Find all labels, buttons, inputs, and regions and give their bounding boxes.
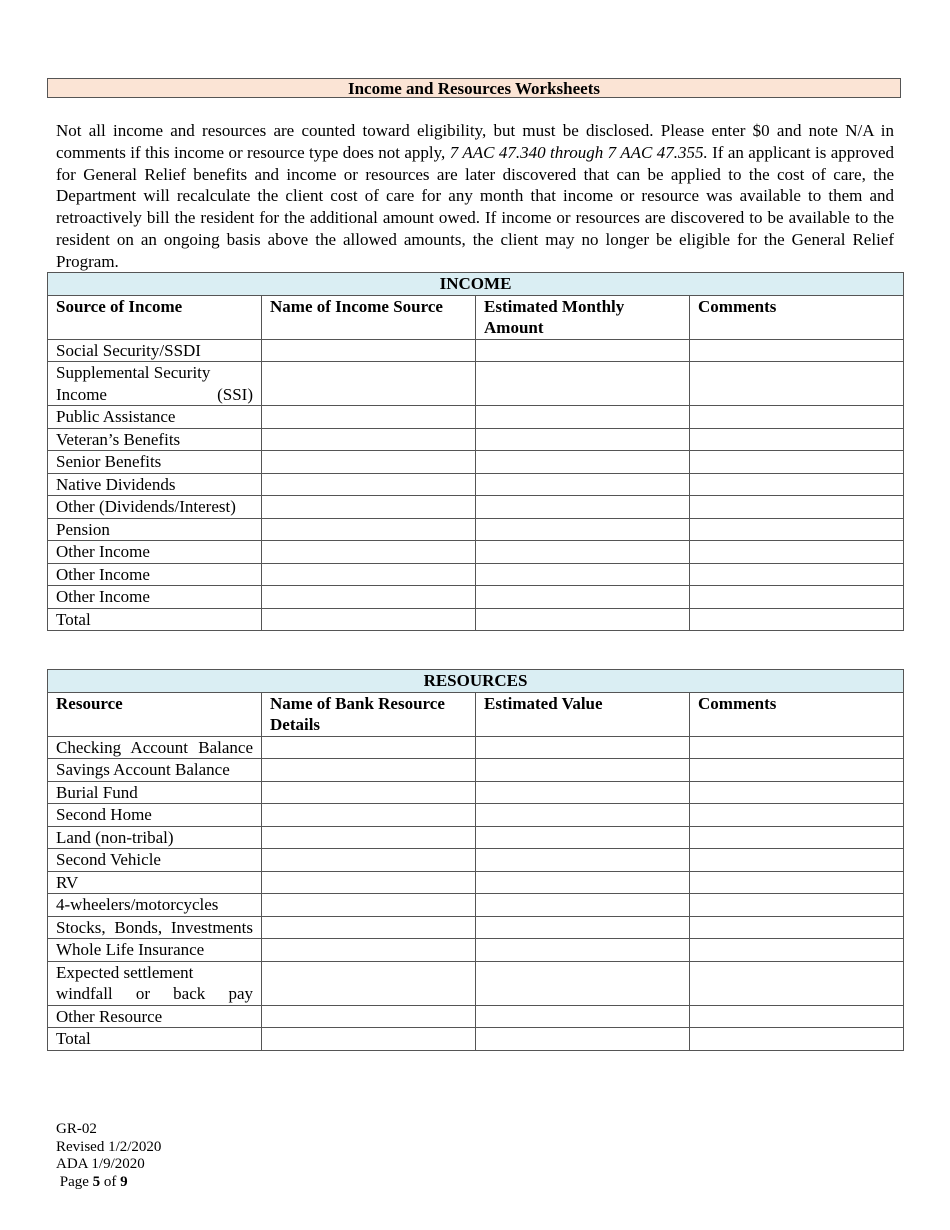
- table-row: [48, 804, 904, 827]
- income-row-comments-cell[interactable]: [690, 563, 904, 586]
- resources-row-label: Second Home: [48, 804, 262, 827]
- resources-row-label: Burial Fund: [48, 781, 262, 804]
- table-row: [48, 916, 904, 939]
- resources-row-label: Total: [48, 1028, 262, 1051]
- resources-row-name-cell[interactable]: [262, 736, 476, 759]
- income-row-comments-cell[interactable]: [690, 428, 904, 451]
- table-row: [48, 781, 904, 804]
- income-row-label: Pension: [48, 518, 262, 541]
- table-row: [48, 608, 904, 631]
- income-header-amount: Estimated Monthly Amount: [476, 295, 690, 339]
- resources-row-name-cell[interactable]: [262, 759, 476, 782]
- table-row: [48, 586, 904, 609]
- income-row-amount-cell[interactable]: [476, 496, 690, 519]
- table-row: [48, 563, 904, 586]
- resources-table: [47, 669, 904, 1051]
- resources-row-name-cell[interactable]: [262, 916, 476, 939]
- income-row-amount-cell[interactable]: [476, 518, 690, 541]
- income-row-label: Native Dividends: [48, 473, 262, 496]
- table-row: [48, 496, 904, 519]
- table-row: [48, 894, 904, 917]
- resources-header-comments: Comments: [690, 692, 904, 736]
- table-row: [48, 428, 904, 451]
- table-row: [48, 849, 904, 872]
- income-row-label: Total: [48, 608, 262, 631]
- resources-row-comments-cell[interactable]: [690, 916, 904, 939]
- resources-row-amount-cell[interactable]: [476, 826, 690, 849]
- income-row-comments-cell[interactable]: [690, 586, 904, 609]
- resources-row-name-cell[interactable]: [262, 849, 476, 872]
- resources-row-label: Checking Account Balance: [48, 736, 262, 759]
- table-row: [48, 736, 904, 759]
- resources-row-name-cell[interactable]: [262, 961, 476, 1005]
- resources-column-headers: [48, 692, 904, 736]
- intro-text-before: Not all income and resources are counted toward eligibility, but must be disclosed. Please enter $0 and note N/A in comments if this income or resource type does not apply,: [56, 121, 894, 162]
- income-row-comments-cell[interactable]: [690, 339, 904, 362]
- table-row: [48, 939, 904, 962]
- worksheet-title: Income and Resources Worksheets: [47, 78, 901, 98]
- resources-row-name-cell[interactable]: [262, 781, 476, 804]
- resources-row-name-cell[interactable]: [262, 871, 476, 894]
- income-row-label: Social Security/SSDI: [48, 339, 262, 362]
- income-row-name-cell[interactable]: [262, 406, 476, 429]
- income-row-name-cell[interactable]: [262, 339, 476, 362]
- table-row: [48, 339, 904, 362]
- income-header-name: Name of Income Source: [262, 295, 476, 339]
- resources-row-amount-cell[interactable]: [476, 894, 690, 917]
- table-row: [48, 451, 904, 474]
- income-row-amount-cell[interactable]: [476, 406, 690, 429]
- income-row-label: Public Assistance: [48, 406, 262, 429]
- resources-row-comments-cell[interactable]: [690, 894, 904, 917]
- table-row: [48, 473, 904, 496]
- table-row: [48, 961, 904, 1005]
- income-row-label: Other Income: [48, 586, 262, 609]
- income-row-amount-cell[interactable]: [476, 339, 690, 362]
- resources-row-comments-cell[interactable]: [690, 871, 904, 894]
- resources-row-name-cell[interactable]: [262, 1028, 476, 1051]
- income-row-name-cell[interactable]: [262, 518, 476, 541]
- income-row-amount-cell[interactable]: [476, 473, 690, 496]
- page-number: [56, 1174, 161, 1192]
- income-row-label: Senior Benefits: [48, 451, 262, 474]
- intro-citation: 7 AAC 47.340 through 7 AAC 47.355.: [449, 142, 708, 162]
- income-row-name-cell[interactable]: [262, 608, 476, 631]
- table-row: [48, 1005, 904, 1028]
- page-current: 5: [92, 1173, 101, 1190]
- income-band-header: INCOME: [48, 273, 904, 296]
- table-row: [48, 362, 904, 406]
- resources-header-value: Estimated Value: [476, 692, 690, 736]
- form-id: GR-02: [56, 1121, 97, 1137]
- resources-row-comments-cell[interactable]: [690, 849, 904, 872]
- resources-row-label: Second Vehicle: [48, 849, 262, 872]
- resources-row-amount-cell[interactable]: [476, 736, 690, 759]
- intro-paragraph: [56, 120, 894, 273]
- page-word: Page: [59, 1173, 89, 1190]
- income-row-comments-cell[interactable]: [690, 541, 904, 564]
- income-row-label: Supplemental Security Income (SSI): [48, 362, 262, 406]
- revised-date: Revised 1/2/2020: [56, 1138, 162, 1155]
- income-row-comments-cell[interactable]: [690, 406, 904, 429]
- income-row-name-cell[interactable]: [262, 496, 476, 519]
- resources-row-name-cell[interactable]: [262, 1005, 476, 1028]
- table-row: [48, 871, 904, 894]
- resources-row-name-cell[interactable]: [262, 894, 476, 917]
- resources-row-comments-cell[interactable]: [690, 1005, 904, 1028]
- income-row-comments-cell[interactable]: [690, 451, 904, 474]
- resources-row-comments-cell[interactable]: [690, 826, 904, 849]
- resources-row-label: Land (non-tribal): [48, 826, 262, 849]
- resources-row-amount-cell[interactable]: [476, 781, 690, 804]
- page-footer: [56, 1121, 161, 1191]
- intro-text-after: If an applicant is approved for General Relief benefits and income or resources are later discovered that can be applied to the cost of care, the Department will recalculate the client cost of care for any month that income or resource was available to them and retroactively bill the resident for the additional amount owed. If income or resources are discovered to be available to the resident on an ongoing basis above the allowed amounts, the client may no longer be eligible for the General Relief Program.: [56, 142, 895, 271]
- page-total: 9: [120, 1173, 128, 1190]
- income-row-label: Other Income: [48, 563, 262, 586]
- income-row-amount-cell[interactable]: [476, 541, 690, 564]
- income-row-amount-cell[interactable]: [476, 586, 690, 609]
- income-row-name-cell[interactable]: [262, 362, 476, 406]
- resources-row-amount-cell[interactable]: [476, 759, 690, 782]
- resources-row-comments-cell[interactable]: [690, 804, 904, 827]
- resources-row-label: Other Resource: [48, 1005, 262, 1028]
- income-row-label: Veteran’s Benefits: [48, 428, 262, 451]
- resources-row-name-cell[interactable]: [262, 939, 476, 962]
- income-row-comments-cell[interactable]: [690, 496, 904, 519]
- income-row-name-cell[interactable]: [262, 586, 476, 609]
- resources-header-resource: Resource: [48, 692, 262, 736]
- resources-row-comments-cell[interactable]: [690, 759, 904, 782]
- income-column-headers: [48, 295, 904, 339]
- resources-row-label: 4-wheelers/motorcycles: [48, 894, 262, 917]
- ada-date: ADA 1/9/2020: [56, 1156, 145, 1172]
- resources-row-amount-cell[interactable]: [476, 1005, 690, 1028]
- income-table: [47, 272, 904, 631]
- resources-row-amount-cell[interactable]: [476, 1028, 690, 1051]
- resources-row-comments-cell[interactable]: [690, 736, 904, 759]
- resources-row-amount-cell[interactable]: [476, 916, 690, 939]
- resources-row-amount-cell[interactable]: [476, 871, 690, 894]
- table-row: [48, 759, 904, 782]
- resources-header-name: Name of Bank Resource Details: [262, 692, 476, 736]
- income-header-comments: Comments: [690, 295, 904, 339]
- income-header-source: Source of Income: [48, 295, 262, 339]
- resources-band-header: RESOURCES: [48, 670, 904, 693]
- resources-row-comments-cell[interactable]: [690, 939, 904, 962]
- income-row-comments-cell[interactable]: [690, 362, 904, 406]
- resources-row-comments-cell[interactable]: [690, 781, 904, 804]
- income-row-label: Other Income: [48, 541, 262, 564]
- resources-row-label: Whole Life Insurance: [48, 939, 262, 962]
- resources-row-comments-cell[interactable]: [690, 1028, 904, 1051]
- income-row-label: Other (Dividends/Interest): [48, 496, 262, 519]
- table-row: [48, 406, 904, 429]
- income-row-amount-cell[interactable]: [476, 563, 690, 586]
- income-row-comments-cell[interactable]: [690, 608, 904, 631]
- resources-row-amount-cell[interactable]: [476, 961, 690, 1005]
- resources-row-label: Savings Account Balance: [48, 759, 262, 782]
- income-row-name-cell[interactable]: [262, 473, 476, 496]
- income-row-amount-cell[interactable]: [476, 608, 690, 631]
- income-row-name-cell[interactable]: [262, 428, 476, 451]
- table-row: [48, 518, 904, 541]
- resources-row-amount-cell[interactable]: [476, 939, 690, 962]
- resources-row-comments-cell[interactable]: [690, 961, 904, 1005]
- income-row-amount-cell[interactable]: [476, 362, 690, 406]
- table-row: [48, 541, 904, 564]
- resources-row-label: Expected settlement windfall or back pay: [48, 961, 262, 1005]
- resources-row-name-cell[interactable]: [262, 804, 476, 827]
- income-row-name-cell[interactable]: [262, 541, 476, 564]
- resources-row-name-cell[interactable]: [262, 826, 476, 849]
- income-row-comments-cell[interactable]: [690, 518, 904, 541]
- resources-row-label: Stocks, Bonds, Investments: [48, 916, 262, 939]
- resources-row-label: RV: [48, 871, 262, 894]
- resources-row-amount-cell[interactable]: [476, 804, 690, 827]
- income-row-name-cell[interactable]: [262, 563, 476, 586]
- income-row-amount-cell[interactable]: [476, 451, 690, 474]
- income-row-comments-cell[interactable]: [690, 473, 904, 496]
- page-of-word: of: [103, 1173, 117, 1190]
- resources-row-amount-cell[interactable]: [476, 849, 690, 872]
- table-row: [48, 826, 904, 849]
- income-row-name-cell[interactable]: [262, 451, 476, 474]
- table-row: [48, 1028, 904, 1051]
- income-row-amount-cell[interactable]: [476, 428, 690, 451]
